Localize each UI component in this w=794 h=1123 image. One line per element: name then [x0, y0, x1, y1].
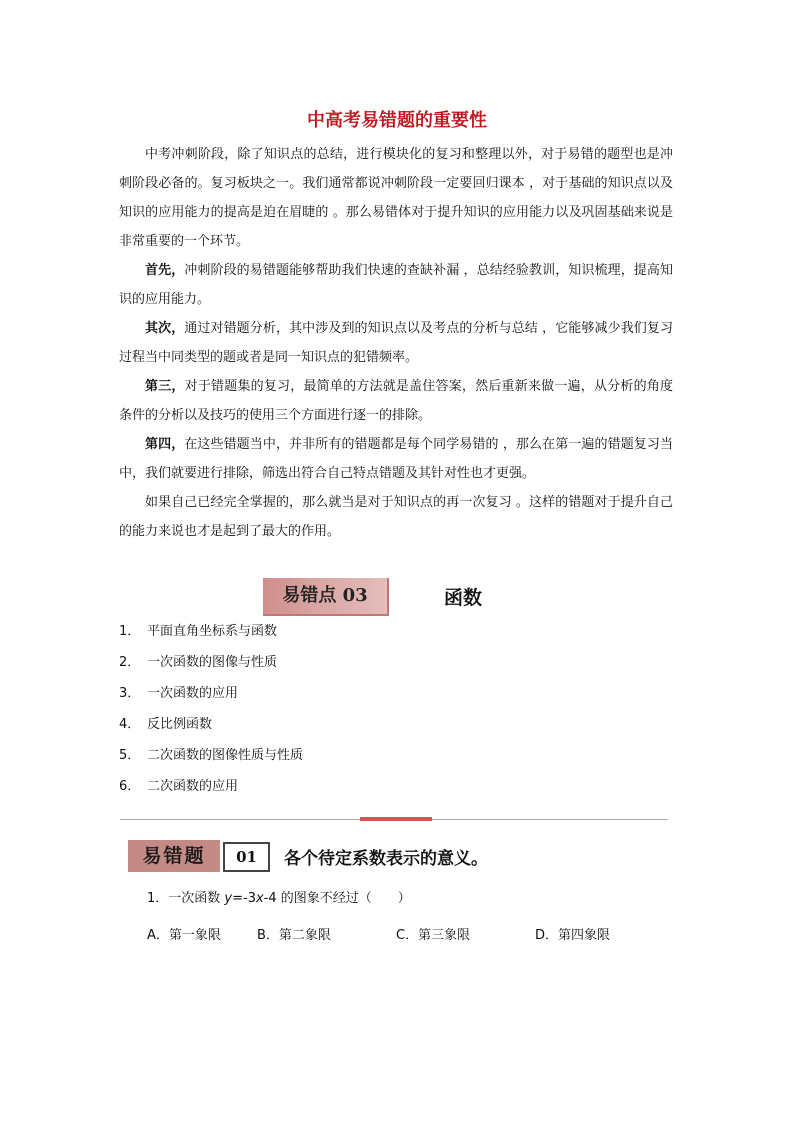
- paragraph-lead: 第四，: [145, 437, 185, 452]
- option-c: C．第三象限: [396, 928, 471, 943]
- divider-accent: [360, 817, 432, 821]
- list-item-number: 3．: [119, 686, 141, 701]
- intro-section: [119, 140, 673, 546]
- intro-paragraph-third: [119, 372, 673, 430]
- question-tag-text: 各个待定系数表示的意义。: [284, 849, 488, 869]
- option-b: B．第二象限: [257, 928, 331, 943]
- paragraph-text: 通过对错题分析，其中涉及到的知识点以及考点的分析与总结 ，它能够减少我们复习过程当中同类型的题或者是同一知识点的犯错频率。: [119, 321, 673, 365]
- list-item-number: 4．: [119, 717, 141, 732]
- list-item: [119, 744, 303, 775]
- section-topic: 函数: [444, 587, 483, 609]
- page-title: 中高考易错题的重要性: [307, 110, 487, 131]
- list-item-text: 平面直角坐标系与函数: [147, 624, 278, 639]
- variable-x: x: [255, 891, 264, 906]
- intro-paragraph-first: [119, 256, 673, 314]
- intro-paragraph: 中考冲刺阶段，除了知识点的总结，进行模块化的复习和整理以外，对于易错的题型也是冲刺阶段必备的。复习板块之一。我们通常都说冲刺阶段一定要回归课本 ，对于基础的知识点以及知识的应用能力的提高是迫在眉睫的 。那么易错体对于提升知识的应用能力以及巩固基础来说是非常重要的一个环节。: [119, 147, 673, 249]
- variable-y: y: [224, 891, 233, 906]
- paragraph-text: 对于错题集的复习，最简单的方法就是盖住答案，然后重新来做一遍，从分析的角度条件的分析以及技巧的使用三个方面进行逐一的排除。: [119, 379, 673, 423]
- list-item-number: 6．: [119, 779, 141, 794]
- list-item-text: 一次函数的图像与性质: [147, 655, 278, 670]
- list-item: [119, 620, 303, 651]
- intro-paragraph-second: [119, 314, 673, 372]
- list-item: [119, 775, 303, 806]
- question-tag: [128, 840, 268, 872]
- paragraph-lead: 其次，: [145, 321, 185, 336]
- option-a: A．第一象限: [147, 928, 221, 943]
- list-item: [119, 682, 303, 713]
- list-item-text: 二次函数的应用: [147, 779, 239, 794]
- intro-paragraph-fourth: [119, 430, 673, 488]
- topic-list: [119, 620, 303, 806]
- paragraph-text: 在这些错题当中，并非所有的错题都是每个同学易错的 ，那么在第一遍的错题复习当中，我们就要进行排除，筛选出符合自己特点错题及其针对性也才更强。: [119, 437, 673, 481]
- paragraph-text: 冲刺阶段的易错题能够帮助我们快速的查缺补漏 ，总结经验教训，知识梳理，提高知识的应用能力。: [119, 263, 673, 307]
- list-item-text: 一次函数的应用: [147, 686, 239, 701]
- question-stem: [147, 887, 411, 906]
- intro-paragraph-closing: 如果自己已经完全掌握的，那么就当是对于知识点的再一次复习 。这样的错题对于提升自己的能力来说也才是起到了最大的作用。: [119, 495, 673, 539]
- equation-end: -4 的图象不经过（ ）: [263, 891, 411, 906]
- question-tag-label: 易错题: [128, 840, 220, 872]
- list-item-number: 2．: [119, 655, 141, 670]
- list-item-text: 反比例函数: [147, 717, 213, 732]
- banner-label: 易错点 03: [282, 585, 368, 606]
- list-item-number: 1．: [119, 624, 141, 639]
- paragraph-lead: 首先，: [145, 263, 185, 278]
- question-prefix: 1．一次函数: [147, 891, 225, 906]
- list-item: [119, 713, 303, 744]
- equation-middle: =-3: [232, 891, 256, 906]
- list-item-text: 二次函数的图像性质与性质: [147, 748, 304, 763]
- list-item-number: 5．: [119, 748, 141, 763]
- question-tag-number: 01: [223, 842, 270, 872]
- section-banner: [263, 578, 389, 616]
- paragraph-lead: 第三，: [145, 379, 185, 394]
- list-item: [119, 651, 303, 682]
- option-d: D．第四象限: [535, 928, 611, 943]
